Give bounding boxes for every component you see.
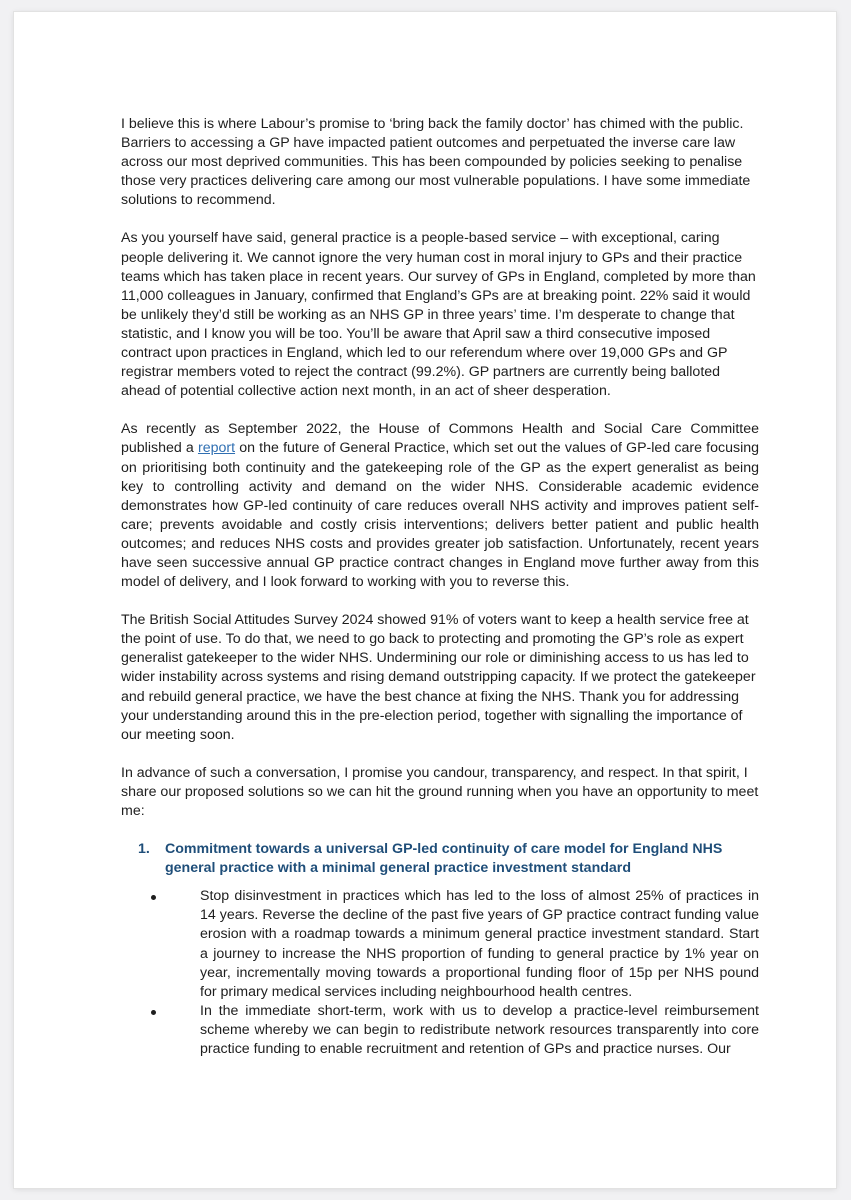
paragraph-text: on the future of General Practice, which set out the values of GP-led care focusing on prioritising both continuity and the gatekeeping role of the GP as the expert generalist as being key to controlling activity and demand on the wider NHS. Considerable academic evidence demonstrates how GP-led continuity of care reduces overall NHS activity and improves patient self-care; prevents avoidable and costly crisis interventions; delivers better patient and public health outcomes; and reduces NHS costs and provides greater job satisfaction. Unfortunately, recent years have seen successive annual GP practice contract changes in England move further away from this model of delivery, and I look forward to working with you to reverse this. bbox=[121, 440, 759, 591]
list-item bbox=[149, 887, 759, 1002]
list-item bbox=[149, 1002, 759, 1059]
solution-number: 1. bbox=[138, 841, 150, 858]
bullet-icon bbox=[149, 1002, 200, 1059]
paragraph-family-doctor: I believe this is where Labour’s promise to ‘bring back the family doctor’ has chimed with the public. Barriers to accessing a GP have impacted patient outcomes and perpetuated the inverse care law across our most deprived communities. This has been compounded by policies seeking to penalise those very practices delivering care among our most vulnerable populations. I have some immediate solutions to recommend. bbox=[121, 116, 751, 209]
report-link[interactable]: report bbox=[197, 440, 236, 457]
paragraph-gp-survey: As you yourself have said, general practice is a people-based service – with exceptional, caring people delivering it. We cannot ignore the very human cost in moral injury to GPs and their practice teams which has taken place in recent years. Our survey of GPs in England, completed by more than 11,000 colleagues in January, confirmed that England’s GPs are at breaking point. 22% said it would be unlikely they’d still be working as an NHS GP in three years’ time. I’m desperate to change that statistic, and I know you will be too. You’ll be aware that April saw a third consecutive imposed contract upon practices in England, which led to our referendum where over 19,000 GPs and GP registrar members voted to reject the contract (99.2%). GP partners are currently being balloted ahead of potential collective action next month, in an act of sheer desperation. bbox=[121, 230, 756, 400]
solution-1-bullets bbox=[121, 887, 759, 1059]
paragraph-text: As recently as September 2022, the House of Commons Health and Social Care Committee published a bbox=[121, 421, 759, 457]
letter-body bbox=[121, 115, 759, 1059]
bullet-text: Stop disinvestment in practices which has led to the loss of almost 25% of practices in 14 years. Reverse the decline of the past five years of GP practice contract funding value erosion with a roadmap towards a minimum general practice investment standard. Start a journey to increase the NHS proportion of funding to general practice by 1% year on year, incrementally moving towards a proportional funding floor of 15p per NHS pound for primary medical services including neighbourhood health centres. bbox=[200, 888, 759, 1000]
paragraph-commons-report bbox=[121, 420, 759, 592]
document-page bbox=[14, 12, 836, 1188]
solution-title: Commitment towards a universal GP-led continuity of care model for England NHS general practice with a minimal general practice investment standard bbox=[165, 841, 723, 877]
bullet-icon bbox=[149, 887, 200, 1002]
paragraph-social-attitudes: The British Social Attitudes Survey 2024 showed 91% of voters want to keep a health service free at the point of use. To do that, we need to go back to protecting and promoting the GP’s role as expert generalist gatekeeper to the wider NHS. Undermining our role or diminishing access to us has led to wider instability across systems and rising demand outstripping capacity. If we protect the gatekeeper and rebuild general practice, we have the best chance at fixing the NHS. Thank you for addressing your understanding around this in the pre-election period, together with signalling the importance of our meeting soon. bbox=[121, 612, 756, 743]
paragraph-proposed-solutions: In advance of such a conversation, I promise you candour, transparency, and respect. In that spirit, I share our proposed solutions so we can hit the ground running when you have an opportunity to meet me: bbox=[121, 764, 759, 819]
solution-1-heading bbox=[138, 840, 759, 878]
bullet-text: In the immediate short-term, work with us to develop a practice-level reimbursement scheme whereby we can begin to redistribute network resources transparently into core practice funding to enable recruitment and retention of GPs and practice nurses. Our bbox=[200, 1002, 759, 1058]
